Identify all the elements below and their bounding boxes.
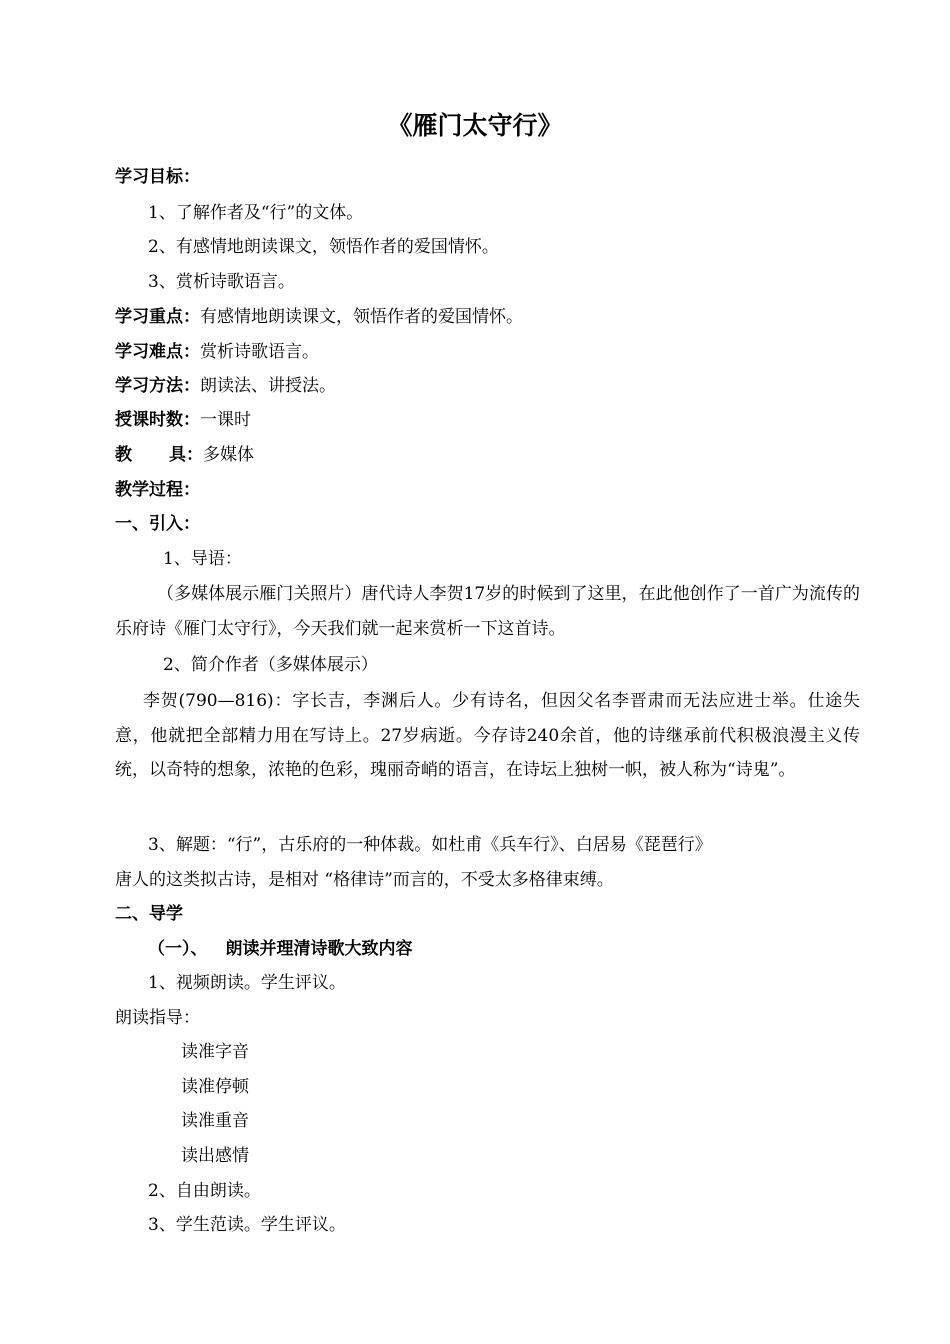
reading-guide-label: 朗读指导： <box>115 1008 200 1028</box>
method-value: 朗读法、讲授法。 <box>200 376 336 396</box>
objectives-label: 学习目标： <box>115 167 200 187</box>
section-2-heading: 二、导学 <box>115 904 183 924</box>
difficulty-row <box>115 340 319 364</box>
title-explanation-line-2: 唐人的这类拟古诗，是相对 “格律诗”而言的，不受太多格律束缚。 <box>115 870 614 890</box>
step-2: 2、自由朗读。 <box>148 1181 261 1201</box>
section-1-heading: 一、引入： <box>115 514 200 534</box>
guide-item-3: 读准重音 <box>181 1111 249 1131</box>
guide-item-1: 读准字音 <box>181 1042 249 1062</box>
key-point-label: 学习重点： <box>115 307 200 327</box>
hours-value: 一课时 <box>200 410 251 430</box>
process-label: 教学过程： <box>115 480 200 500</box>
method-row <box>115 374 336 398</box>
tools-label-b: 具： <box>169 445 203 465</box>
guide-item-2: 读准停顿 <box>181 1077 249 1097</box>
step-3: 3、学生范读。学生评议。 <box>148 1215 346 1235</box>
document-title: 《雁门太守行》 <box>387 111 563 140</box>
tools-label-a: 教 <box>115 445 132 465</box>
difficulty-value: 赏析诗歌语言。 <box>200 342 319 362</box>
objective-item-2: 2、有感情地朗读课文，领悟作者的爱国情怀。 <box>148 237 499 257</box>
sub-heading-text: 朗读并理清诗歌大致内容 <box>225 939 413 959</box>
key-point-value: 有感情地朗读课文，领悟作者的爱国情怀。 <box>200 307 523 327</box>
intro-label: 1、导语： <box>163 549 242 569</box>
step-1: 1、视频朗读。学生评议。 <box>148 973 346 993</box>
title-explanation-line-1: 3、解题：“行”，古乐府的一种体裁。如杜甫《兵车行》、白居易《琵琶行》 <box>148 835 712 855</box>
difficulty-label: 学习难点： <box>115 342 200 362</box>
hours-label: 授课时数： <box>115 410 200 430</box>
objective-item-1: 1、了解作者及“行”的文体。 <box>148 203 364 223</box>
sub-heading-row <box>148 937 413 961</box>
key-point-row <box>115 305 523 329</box>
method-label: 学习方法： <box>115 376 200 396</box>
author-label: 2、简介作者（多媒体展示） <box>163 655 378 675</box>
tools-row <box>115 443 254 467</box>
objective-item-3: 3、赏析诗歌语言。 <box>148 272 295 292</box>
tools-value: 多媒体 <box>203 445 254 465</box>
sub-heading-number: （一）、 <box>148 939 208 959</box>
intro-paragraph: （多媒体展示雁门关照片）唐代诗人李贺17岁的时候到了这里，在此他创作了一首广为流传的乐府诗《雁门太守行》，今天我们就一起来赏析一下这首诗。 <box>115 584 860 639</box>
guide-item-4: 读出感情 <box>181 1146 249 1166</box>
author-paragraph: 李贺(790—816)：字长吉，李渊后人。少有诗名，但因父名李晋肃而无法应进士举。仕途失意，他就把全部精力用在写诗上。27岁病逝。今存诗240余首，他的诗继承前代积极浪漫主义传统，以奇特的想象，浓艳的色彩，瑰丽奇峭的语言，在诗坛上独树一帜，被人称为“诗鬼”。 <box>115 691 860 780</box>
hours-row <box>115 408 251 432</box>
